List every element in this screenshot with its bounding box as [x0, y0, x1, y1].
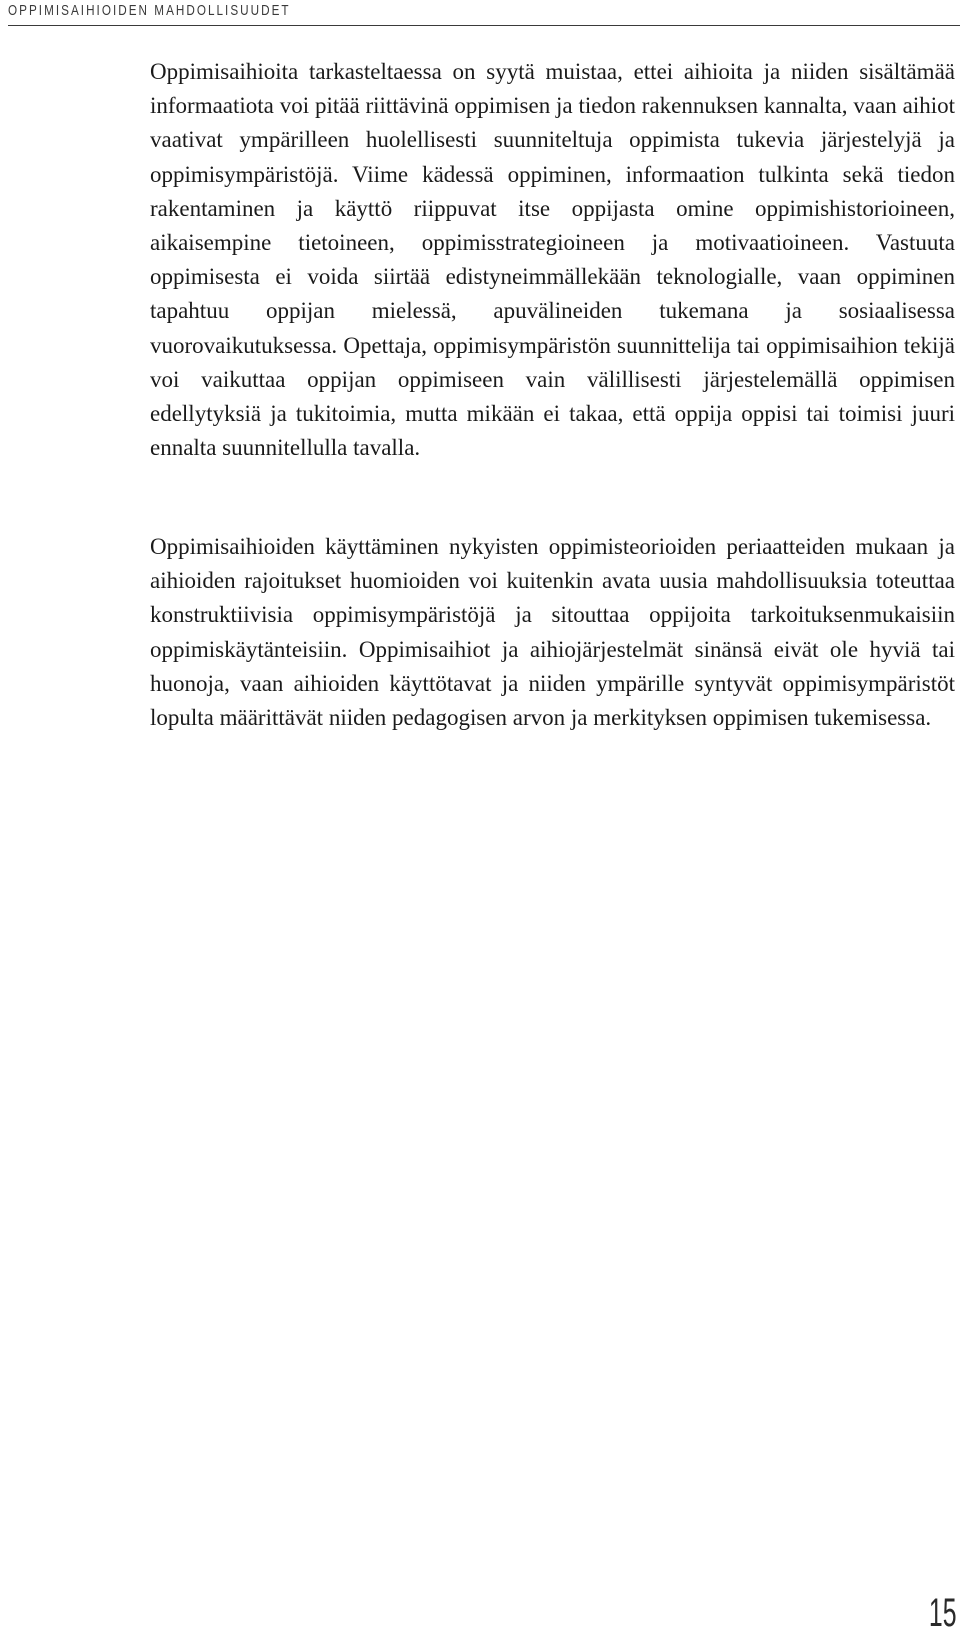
running-header: OPPIMISAIHIOIDEN MAHDOLLISUUDET [8, 2, 291, 19]
body-paragraph-1: Oppimisaihioita tarkasteltaessa on syytä muistaa, ettei aihioita ja niiden sisältämää informaatiota voi pitää riittävinä oppimisen ja tiedon rakennuksen kannalta, vaan aihiot vaativat ympärilleen huolellisesti suunniteltuja oppimista tukevia järjestelyjä ja oppimisympäristöjä. Viime kädessä oppiminen, informaation tulkinta sekä tiedon rakentaminen ja käyttö riippuvat itse oppijasta omine oppimishistorioineen, aikaisempine tietoineen, oppimisstrategioineen ja motivaatioineen. Vastuuta oppimisesta ei voida siirtää edistyneimmällekään teknologialle, vaan oppiminen tapahtuu oppijan mielessä, apuvälineiden tukemana ja sosiaalisessa vuorovaikutuksessa. Opettaja, oppimisympäristön suunnittelija tai oppimisaihion tekijä voi vaikuttaa oppijan oppimiseen vain välillisesti järjestelemällä oppimisen edellytyksiä ja tukitoimia, mutta mikään ei takaa, että oppija oppisi tai toimisi juuri ennalta suunnitellulla tavalla. [150, 59, 955, 461]
header-rule [8, 25, 960, 26]
body-paragraph-2: Oppimisaihioiden käyttäminen nykyisten oppimisteorioiden periaatteiden mukaan ja aihioiden rajoitukset huomioiden voi kuitenkin avata uusia mahdollisuuksia toteuttaa konstruktiivisia oppimisympäristöjä ja sitouttaa oppijoita tarkoituksenmukaisiin oppimiskäytänteisiin. Oppimisaihiot ja aihiojärjestelmät sinänsä eivät ole hyviä tai huonoja, vaan aihioiden käyttötavat ja niiden ympärille syntyvät oppimisympäristöt lopulta määrittävät niiden pedagogisen arvon ja merkityksen oppimisen tukemisessa. [150, 534, 955, 731]
page-number: 15 [928, 1591, 956, 1635]
